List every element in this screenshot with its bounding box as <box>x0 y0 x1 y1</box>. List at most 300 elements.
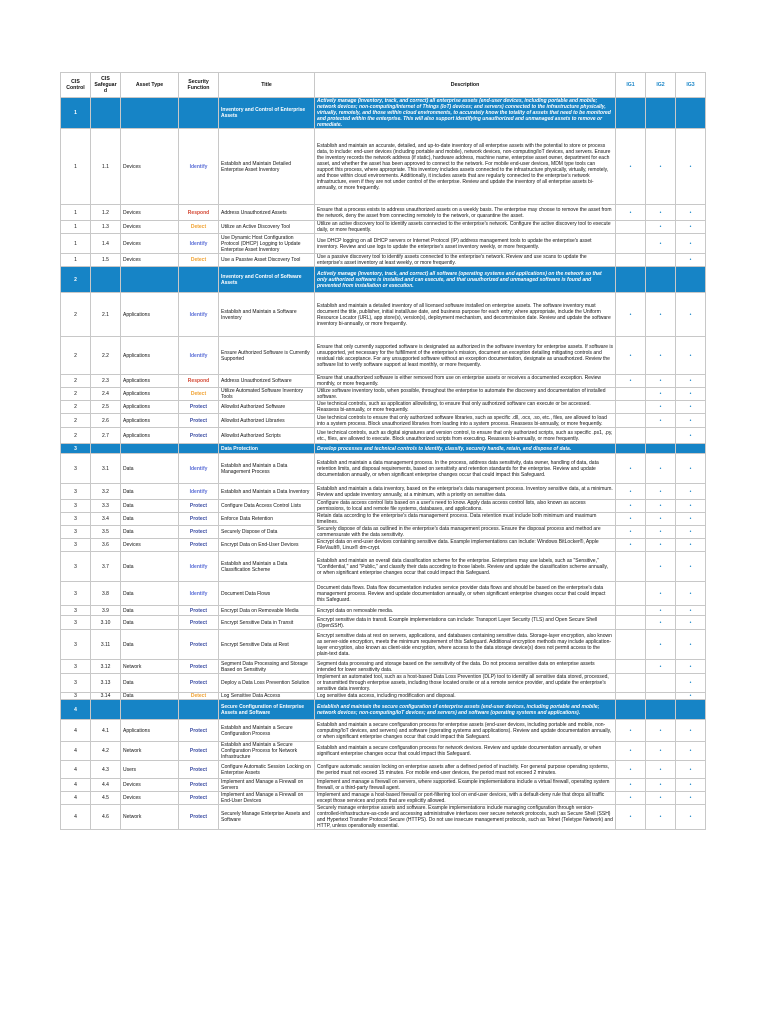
security-function: Detect <box>179 693 219 700</box>
asset-type: Devices <box>121 234 179 254</box>
ig2-mark: • <box>646 761 676 779</box>
safeguard-description: Establish and maintain a secure configuration process for enterprise assets (end-user devices, including portable and mobile, non-computing/IoT devices, and servers) and software (operating systems and applications). Review and update documentation annually, or when significant enterprise changes occur that could impact this Safeguard. <box>315 720 616 742</box>
safeguard-row <box>61 761 706 779</box>
asset-type: Applications <box>121 720 179 742</box>
cis-control-number: 3 <box>61 674 91 693</box>
ig2-mark: • <box>646 454 676 484</box>
ig3-cell <box>676 700 706 720</box>
ig3-mark: • <box>676 337 706 375</box>
cis-control-number: 4 <box>61 792 91 805</box>
ig1-mark <box>616 693 646 700</box>
ig2-mark <box>646 674 676 693</box>
safeguard-row <box>61 500 706 513</box>
security-function: Protect <box>179 792 219 805</box>
cis-control-number: 3 <box>61 526 91 539</box>
ig3-mark: • <box>676 805 706 830</box>
cis-safeguard-number: 3.9 <box>91 606 121 616</box>
ig1-mark: • <box>616 779 646 792</box>
ig2-mark: • <box>646 234 676 254</box>
cis-control-number: 4 <box>61 700 91 720</box>
ig2-mark: • <box>646 526 676 539</box>
safeguard-title: Utilize Automated Software Inventory Tools <box>219 388 315 401</box>
asset-type: Devices <box>121 779 179 792</box>
cis-safeguard-number: 1.4 <box>91 234 121 254</box>
ig1-mark <box>616 582 646 606</box>
ig1-cell <box>616 444 646 454</box>
security-function: Protect <box>179 606 219 616</box>
safeguard-description: Encrypt data on end-user devices containing sensitive data. Example implementations can include: Windows BitLocker®, Apple FileVault®, Linux® dm-crypt. <box>315 539 616 552</box>
cis-safeguard-number: 3.13 <box>91 674 121 693</box>
asset-type: Data <box>121 526 179 539</box>
cis-safeguard-number: 4.6 <box>91 805 121 830</box>
cis-control-number: 2 <box>61 401 91 414</box>
safeguard-description: Ensure that only currently supported software is designated as authorized in the software inventory for enterprise assets. If software is unsupported, yet necessary for the fulfillment of the enterprise's mission, document an exception detailing mitigating controls and residual risk acceptance. For any unsupported software without an exception documentation, designate as unauthorized. Review the software list to verify software support at least monthly, or more frequently. <box>315 337 616 375</box>
security-function: Protect <box>179 539 219 552</box>
ig3-mark: • <box>676 606 706 616</box>
cis-safeguard-number: 1.2 <box>91 205 121 221</box>
security-function: Identify <box>179 552 219 582</box>
ig1-mark <box>616 616 646 630</box>
control-title: Data Protection <box>219 444 315 454</box>
safeguard-title: Implement and Manage a Firewall on End-User Devices <box>219 792 315 805</box>
safeguard-row <box>61 454 706 484</box>
ig1-mark <box>616 674 646 693</box>
safeguard-title: Use Dynamic Host Configuration Protocol (DHCP) Logging to Update Enterprise Asset Inventory <box>219 234 315 254</box>
safeguard-row <box>61 805 706 830</box>
control-description: Actively manage (inventory, track, and correct) all enterprise assets (end-user devices, including portable and mobile; network devices; non-computing/Internet of Things (IoT) devices; and servers) connected to the infrastructure physically, virtually, remotely, and those within cloud environments, to accurately know the totality of assets that need to be monitored and protected within the enterprise. This will also support identifying unauthorized and unmanaged assets to remove or remediate. <box>315 98 616 129</box>
safeguard-title: Ensure Authorized Software is Currently Supported <box>219 337 315 375</box>
asset-type: Applications <box>121 337 179 375</box>
ig3-mark: • <box>676 761 706 779</box>
ig3-mark: • <box>676 129 706 205</box>
cis-safeguard-number <box>91 267 121 293</box>
safeguard-row <box>61 552 706 582</box>
ig2-mark: • <box>646 742 676 761</box>
asset-type: Applications <box>121 414 179 428</box>
header-asset-type: Asset Type <box>121 73 179 98</box>
asset-type: Devices <box>121 129 179 205</box>
ig2-mark: • <box>646 205 676 221</box>
safeguard-row <box>61 674 706 693</box>
ig2-mark: • <box>646 539 676 552</box>
safeguard-title: Securely Manage Enterprise Assets and Software <box>219 805 315 830</box>
security-function <box>179 700 219 720</box>
cis-safeguard-number: 3.14 <box>91 693 121 700</box>
header-cis-safeguard: CIS Safeguard <box>91 73 121 98</box>
security-function: Respond <box>179 205 219 221</box>
safeguard-description: Use technical controls, such as digital signatures and version control, to ensure that only authorized scripts, such as specific .ps1, .py, etc., files, are allowed to execute. Block unauthorized scripts from executing. Reassess bi-annually, or more frequently. <box>315 428 616 444</box>
safeguard-description: Configure data access control lists based on a user's need to know. Apply data access control lists, also known as access permissions, to local and remote file systems, databases, and applications. <box>315 500 616 513</box>
cis-safeguard-number: 1.1 <box>91 129 121 205</box>
control-title: Inventory and Control of Software Assets <box>219 267 315 293</box>
ig1-mark <box>616 388 646 401</box>
safeguard-title: Establish and Maintain a Secure Configuration Process <box>219 720 315 742</box>
control-row <box>61 267 706 293</box>
cis-safeguard-number: 2.5 <box>91 401 121 414</box>
safeguard-title: Establish and Maintain a Data Management Process <box>219 454 315 484</box>
ig1-mark: • <box>616 337 646 375</box>
safeguard-title: Securely Dispose of Data <box>219 526 315 539</box>
cis-control-number: 3 <box>61 513 91 526</box>
ig3-mark: • <box>676 513 706 526</box>
cis-safeguard-number: 2.3 <box>91 375 121 388</box>
safeguard-row <box>61 484 706 500</box>
cis-control-number: 3 <box>61 630 91 660</box>
security-function: Identify <box>179 129 219 205</box>
ig2-mark: • <box>646 414 676 428</box>
asset-type: Data <box>121 484 179 500</box>
ig3-cell <box>676 444 706 454</box>
cis-control-number: 1 <box>61 205 91 221</box>
security-function: Protect <box>179 616 219 630</box>
ig1-mark <box>616 630 646 660</box>
security-function: Protect <box>179 674 219 693</box>
asset-type: Applications <box>121 375 179 388</box>
ig3-mark: • <box>676 500 706 513</box>
asset-type <box>121 700 179 720</box>
control-row <box>61 98 706 129</box>
asset-type: Applications <box>121 293 179 337</box>
security-function <box>179 444 219 454</box>
ig3-mark: • <box>676 254 706 267</box>
ig1-mark: • <box>616 805 646 830</box>
ig2-mark: • <box>646 513 676 526</box>
security-function: Protect <box>179 742 219 761</box>
cis-control-number: 1 <box>61 234 91 254</box>
ig2-mark <box>646 693 676 700</box>
cis-safeguard-number: 3.1 <box>91 454 121 484</box>
ig1-cell <box>616 98 646 129</box>
ig2-mark: • <box>646 660 676 674</box>
ig3-mark: • <box>676 742 706 761</box>
ig1-mark <box>616 414 646 428</box>
safeguard-title: Log Sensitive Data Access <box>219 693 315 700</box>
cis-safeguard-number: 3.6 <box>91 539 121 552</box>
ig1-mark <box>616 401 646 414</box>
safeguard-row <box>61 693 706 700</box>
ig1-mark: • <box>616 539 646 552</box>
ig1-mark: • <box>616 293 646 337</box>
safeguard-title: Configure Data Access Control Lists <box>219 500 315 513</box>
ig2-cell <box>646 700 676 720</box>
asset-type: Network <box>121 660 179 674</box>
ig3-cell <box>676 98 706 129</box>
safeguard-title: Allowlist Authorized Scripts <box>219 428 315 444</box>
security-function: Identify <box>179 454 219 484</box>
safeguard-description: Establish and maintain a data management process. In the process, address data sensitivity, data owner, handling of data, data retention limits, and disposal requirements, based on sensitivity and retention standards for the enterprise. Review and update documentation annually, or when significant enterprise changes occur that could impact this Safeguard. <box>315 454 616 484</box>
security-function: Detect <box>179 221 219 234</box>
safeguard-title: Address Unauthorized Assets <box>219 205 315 221</box>
ig2-mark: • <box>646 630 676 660</box>
cis-safeguard-number: 4.2 <box>91 742 121 761</box>
safeguard-row <box>61 582 706 606</box>
security-function: Protect <box>179 500 219 513</box>
safeguard-title: Establish and Maintain a Secure Configuration Process for Network Infrastructure <box>219 742 315 761</box>
asset-type: Data <box>121 513 179 526</box>
cis-safeguard-number <box>91 700 121 720</box>
security-function: Protect <box>179 630 219 660</box>
ig1-mark: • <box>616 205 646 221</box>
safeguard-description: Encrypt sensitive data in transit. Example implementations can include: Transport Layer Security (TLS) and Open Secure Shell (OpenSSH). <box>315 616 616 630</box>
security-function: Protect <box>179 428 219 444</box>
ig2-mark: • <box>646 484 676 500</box>
asset-type: Users <box>121 761 179 779</box>
asset-type: Devices <box>121 539 179 552</box>
ig3-mark: • <box>676 428 706 444</box>
safeguard-title: Configure Automatic Session Locking on Enterprise Assets <box>219 761 315 779</box>
asset-type: Data <box>121 500 179 513</box>
cis-control-number: 3 <box>61 500 91 513</box>
cis-control-number: 1 <box>61 254 91 267</box>
safeguard-title: Encrypt Sensitive Data in Transit <box>219 616 315 630</box>
cis-controls-table <box>60 72 706 830</box>
safeguard-row <box>61 742 706 761</box>
ig3-mark: • <box>676 414 706 428</box>
asset-type: Devices <box>121 792 179 805</box>
safeguard-row <box>61 129 706 205</box>
cis-safeguard-number: 1.5 <box>91 254 121 267</box>
ig2-mark: • <box>646 606 676 616</box>
cis-safeguard-number <box>91 98 121 129</box>
safeguard-description: Use technical controls, such as application allowlisting, to ensure that only authorized software can execute or be accessed. Reassess bi-annually, or more frequently. <box>315 401 616 414</box>
ig2-mark <box>646 428 676 444</box>
header-cis-control: CIS Control <box>61 73 91 98</box>
asset-type: Data <box>121 674 179 693</box>
cis-control-number: 3 <box>61 606 91 616</box>
ig2-mark: • <box>646 221 676 234</box>
ig3-mark: • <box>676 526 706 539</box>
cis-control-number: 3 <box>61 582 91 606</box>
asset-type <box>121 98 179 129</box>
security-function: Protect <box>179 401 219 414</box>
header-ig3: IG3 <box>676 73 706 98</box>
security-function: Identify <box>179 582 219 606</box>
safeguard-description: Implement and manage a firewall on servers, where supported. Example implementations include a virtual firewall, operating system firewall, or a third-party firewall agent. <box>315 779 616 792</box>
ig3-mark: • <box>676 401 706 414</box>
asset-type: Applications <box>121 401 179 414</box>
safeguard-row <box>61 414 706 428</box>
security-function <box>179 98 219 129</box>
safeguard-title: Use a Passive Asset Discovery Tool <box>219 254 315 267</box>
asset-type: Data <box>121 552 179 582</box>
security-function <box>179 267 219 293</box>
safeguard-row <box>61 792 706 805</box>
ig1-mark <box>616 234 646 254</box>
header-title: Title <box>219 73 315 98</box>
security-function: Protect <box>179 805 219 830</box>
cis-control-number: 4 <box>61 805 91 830</box>
security-function: Identify <box>179 234 219 254</box>
cis-control-number: 1 <box>61 221 91 234</box>
table-header <box>61 73 706 98</box>
security-function: Identify <box>179 337 219 375</box>
safeguard-row <box>61 630 706 660</box>
safeguard-row <box>61 293 706 337</box>
ig3-mark: • <box>676 454 706 484</box>
security-function: Protect <box>179 513 219 526</box>
ig3-mark: • <box>676 693 706 700</box>
safeguard-row <box>61 539 706 552</box>
ig1-mark: • <box>616 129 646 205</box>
safeguard-row <box>61 254 706 267</box>
safeguard-title: Allowlist Authorized Software <box>219 401 315 414</box>
safeguard-description: Establish and maintain an overall data classification scheme for the enterprise. Enterprises may use labels, such as "Sensitive," "Confidential," and "Public," and classify their data according to those labels. Review and update the classification scheme annually, or when significant enterprise changes occur that could impact this Safeguard. <box>315 552 616 582</box>
safeguard-title: Establish and Maintain a Software Inventory <box>219 293 315 337</box>
ig1-mark <box>616 428 646 444</box>
cis-control-number: 2 <box>61 428 91 444</box>
cis-safeguard-number: 3.11 <box>91 630 121 660</box>
header-ig1: IG1 <box>616 73 646 98</box>
security-function: Identify <box>179 484 219 500</box>
cis-control-number: 3 <box>61 444 91 454</box>
asset-type: Data <box>121 616 179 630</box>
ig1-mark: • <box>616 742 646 761</box>
ig3-mark: • <box>676 616 706 630</box>
ig1-mark: • <box>616 792 646 805</box>
ig2-mark: • <box>646 375 676 388</box>
cis-safeguard-number: 2.7 <box>91 428 121 444</box>
safeguard-row <box>61 388 706 401</box>
safeguard-row <box>61 337 706 375</box>
ig3-mark: • <box>676 539 706 552</box>
safeguard-row <box>61 513 706 526</box>
cis-control-number: 4 <box>61 779 91 792</box>
header-security-function: Security Function <box>179 73 219 98</box>
cis-safeguard-number: 3.12 <box>91 660 121 674</box>
safeguard-title: Address Unauthorized Software <box>219 375 315 388</box>
cis-safeguard-number: 4.4 <box>91 779 121 792</box>
asset-type: Network <box>121 742 179 761</box>
ig1-mark: • <box>616 720 646 742</box>
safeguard-title: Segment Data Processing and Storage Based on Sensitivity <box>219 660 315 674</box>
ig2-mark: • <box>646 337 676 375</box>
cis-control-number: 3 <box>61 552 91 582</box>
ig1-mark: • <box>616 454 646 484</box>
control-description: Establish and maintain the secure configuration of enterprise assets (end-user devices, including portable and mobile; network devices; non-computing/IoT devices; and servers) and software (operating systems and applications). <box>315 700 616 720</box>
safeguard-row <box>61 779 706 792</box>
safeguard-row <box>61 375 706 388</box>
security-function: Identify <box>179 293 219 337</box>
security-function: Protect <box>179 414 219 428</box>
cis-control-number: 2 <box>61 388 91 401</box>
ig3-mark: • <box>676 293 706 337</box>
asset-type: Devices <box>121 205 179 221</box>
ig3-mark: • <box>676 388 706 401</box>
safeguard-row <box>61 401 706 414</box>
safeguard-description: Retain data according to the enterprise's data management process. Data retention must include both minimum and maximum timelines. <box>315 513 616 526</box>
asset-type: Data <box>121 630 179 660</box>
safeguard-title: Encrypt Data on Removable Media <box>219 606 315 616</box>
safeguard-title: Document Data Flows <box>219 582 315 606</box>
safeguard-title: Encrypt Sensitive Data at Rest <box>219 630 315 660</box>
safeguard-description: Utilize software inventory tools, when possible, throughout the enterprise to automate the discovery and documentation of installed software. <box>315 388 616 401</box>
ig1-mark <box>616 221 646 234</box>
safeguard-description: Use DHCP logging on all DHCP servers or Internet Protocol (IP) address management tools to update the enterprise's asset inventory. Review and use logs to update the enterprise's asset inventory weekly, or more frequently. <box>315 234 616 254</box>
ig1-cell <box>616 700 646 720</box>
safeguard-title: Deploy a Data Loss Prevention Solution <box>219 674 315 693</box>
cis-control-number: 2 <box>61 293 91 337</box>
control-description: Develop processes and technical controls to identify, classify, securely handle, retain, and dispose of data. <box>315 444 616 454</box>
safeguard-description: Securely manage enterprise assets and software. Example implementations include managing configuration through version-controlled-infrastructure-as-code and accessing administrative interfaces over secure network protocols, such as Secure Shell (SSH) and Hypertext Transfer Protocol Secure (HTTPS). Do not use insecure management protocols, such as Telnet (Teletype Network) and HTTP, unless operationally essential. <box>315 805 616 830</box>
safeguard-row <box>61 526 706 539</box>
safeguard-description: Securely dispose of data as outlined in the enterprise's data management process. Ensure the disposal process and method are commensurate with the data sensitivity. <box>315 526 616 539</box>
safeguard-title: Enforce Data Retention <box>219 513 315 526</box>
cis-control-number: 4 <box>61 720 91 742</box>
ig2-mark: • <box>646 720 676 742</box>
cis-safeguard-number: 4.5 <box>91 792 121 805</box>
ig1-mark <box>616 552 646 582</box>
ig2-mark: • <box>646 805 676 830</box>
asset-type <box>121 267 179 293</box>
cis-safeguard-number: 3.2 <box>91 484 121 500</box>
cis-safeguard-number: 3.7 <box>91 552 121 582</box>
cis-control-number: 3 <box>61 454 91 484</box>
cis-control-number: 3 <box>61 660 91 674</box>
safeguard-title: Establish and Maintain Detailed Enterprise Asset Inventory <box>219 129 315 205</box>
control-title: Secure Configuration of Enterprise Assets and Software <box>219 700 315 720</box>
ig1-mark: • <box>616 484 646 500</box>
ig3-mark: • <box>676 375 706 388</box>
ig3-mark: • <box>676 552 706 582</box>
security-function: Protect <box>179 660 219 674</box>
safeguard-description: Utilize an active discovery tool to identify assets connected to the enterprise's network. Configure the active discovery tool to execute daily, or more frequently. <box>315 221 616 234</box>
safeguard-row <box>61 660 706 674</box>
safeguard-title: Allowlist Authorized Libraries <box>219 414 315 428</box>
safeguard-description: Establish and maintain a detailed inventory of all licensed software installed on enterprise assets. The software inventory must document the title, publisher, initial install/use date, and business purpose for each entry; where appropriate, include the Uniform Resource Locator (URL), app store(s), version(s), deployment mechanism, and decommission date. Review and update the software inventory bi-annually, or more frequently. <box>315 293 616 337</box>
safeguard-description: Establish and maintain an accurate, detailed, and up-to-date inventory of all enterprise assets with the potential to store or process data, to include: end-user devices (including portable and mobile), network devices, non-computing/IoT devices, and servers. Ensure the inventory records the network address (if static), hardware address, machine name, enterprise asset owner, department for each asset, and whether the asset has been approved to connect to the network. For mobile end-user devices, MDM type tools can support this process, where appropriate. This inventory includes assets connected to the infrastructure physically, virtually, remotely, and those within cloud environments. Additionally, it includes assets that are regularly connected to the enterprise's network infrastructure, even if they are not under control of the enterprise. Review and update the inventory of all enterprise assets bi-annually, or more frequently. <box>315 129 616 205</box>
ig1-mark: • <box>616 500 646 513</box>
safeguard-title: Establish and Maintain a Data Inventory <box>219 484 315 500</box>
ig3-mark: • <box>676 660 706 674</box>
safeguard-row <box>61 606 706 616</box>
security-function: Protect <box>179 779 219 792</box>
safeguard-description: Configure automatic session locking on enterprise assets after a defined period of inactivity. For general purpose operating systems, the period must not exceed 15 minutes. For mobile end-user devices, the period must not exceed 2 minutes. <box>315 761 616 779</box>
cis-safeguard-number: 1.3 <box>91 221 121 234</box>
header-description: Description <box>315 73 616 98</box>
ig1-mark: • <box>616 761 646 779</box>
cis-control-number: 3 <box>61 539 91 552</box>
ig2-cell <box>646 267 676 293</box>
ig3-mark: • <box>676 792 706 805</box>
ig1-mark <box>616 660 646 674</box>
ig2-mark: • <box>646 401 676 414</box>
cis-control-number: 2 <box>61 267 91 293</box>
ig2-mark: • <box>646 388 676 401</box>
ig3-mark: • <box>676 205 706 221</box>
safeguard-description: Encrypt data on removable media. <box>315 606 616 616</box>
asset-type: Devices <box>121 254 179 267</box>
cis-control-number: 1 <box>61 98 91 129</box>
safeguard-description: Ensure that a process exists to address unauthorized assets on a weekly basis. The enterprise may choose to remove the asset from the network, deny the asset from connecting remotely to the network, or quarantine the asset. <box>315 205 616 221</box>
ig2-mark: • <box>646 616 676 630</box>
cis-safeguard-number: 3.8 <box>91 582 121 606</box>
control-description: Actively manage (inventory, track, and correct) all software (operating systems and applications) on the network so that only authorized software is installed and can execute, and that unauthorized and unmanaged software is found and prevented from installation or execution. <box>315 267 616 293</box>
cis-safeguard-number <box>91 444 121 454</box>
cis-control-number: 2 <box>61 375 91 388</box>
safeguard-description: Establish and maintain a data inventory, based on the enterprise's data management process. Inventory sensitive data, at a minimum. Review and update inventory annually, at a minimum, with a priority on sensitive data. <box>315 484 616 500</box>
safeguard-row <box>61 205 706 221</box>
ig2-mark <box>646 254 676 267</box>
safeguard-description: Ensure that unauthorized software is either removed from use on enterprise assets or receives a documented exception. Review monthly, or more frequently. <box>315 375 616 388</box>
header-ig2: IG2 <box>646 73 676 98</box>
cis-safeguard-number: 2.4 <box>91 388 121 401</box>
ig2-mark: • <box>646 129 676 205</box>
safeguard-title: Utilize an Active Discovery Tool <box>219 221 315 234</box>
table-body <box>61 98 706 830</box>
ig3-mark: • <box>676 234 706 254</box>
cis-control-number: 2 <box>61 337 91 375</box>
cis-safeguard-number: 2.6 <box>91 414 121 428</box>
